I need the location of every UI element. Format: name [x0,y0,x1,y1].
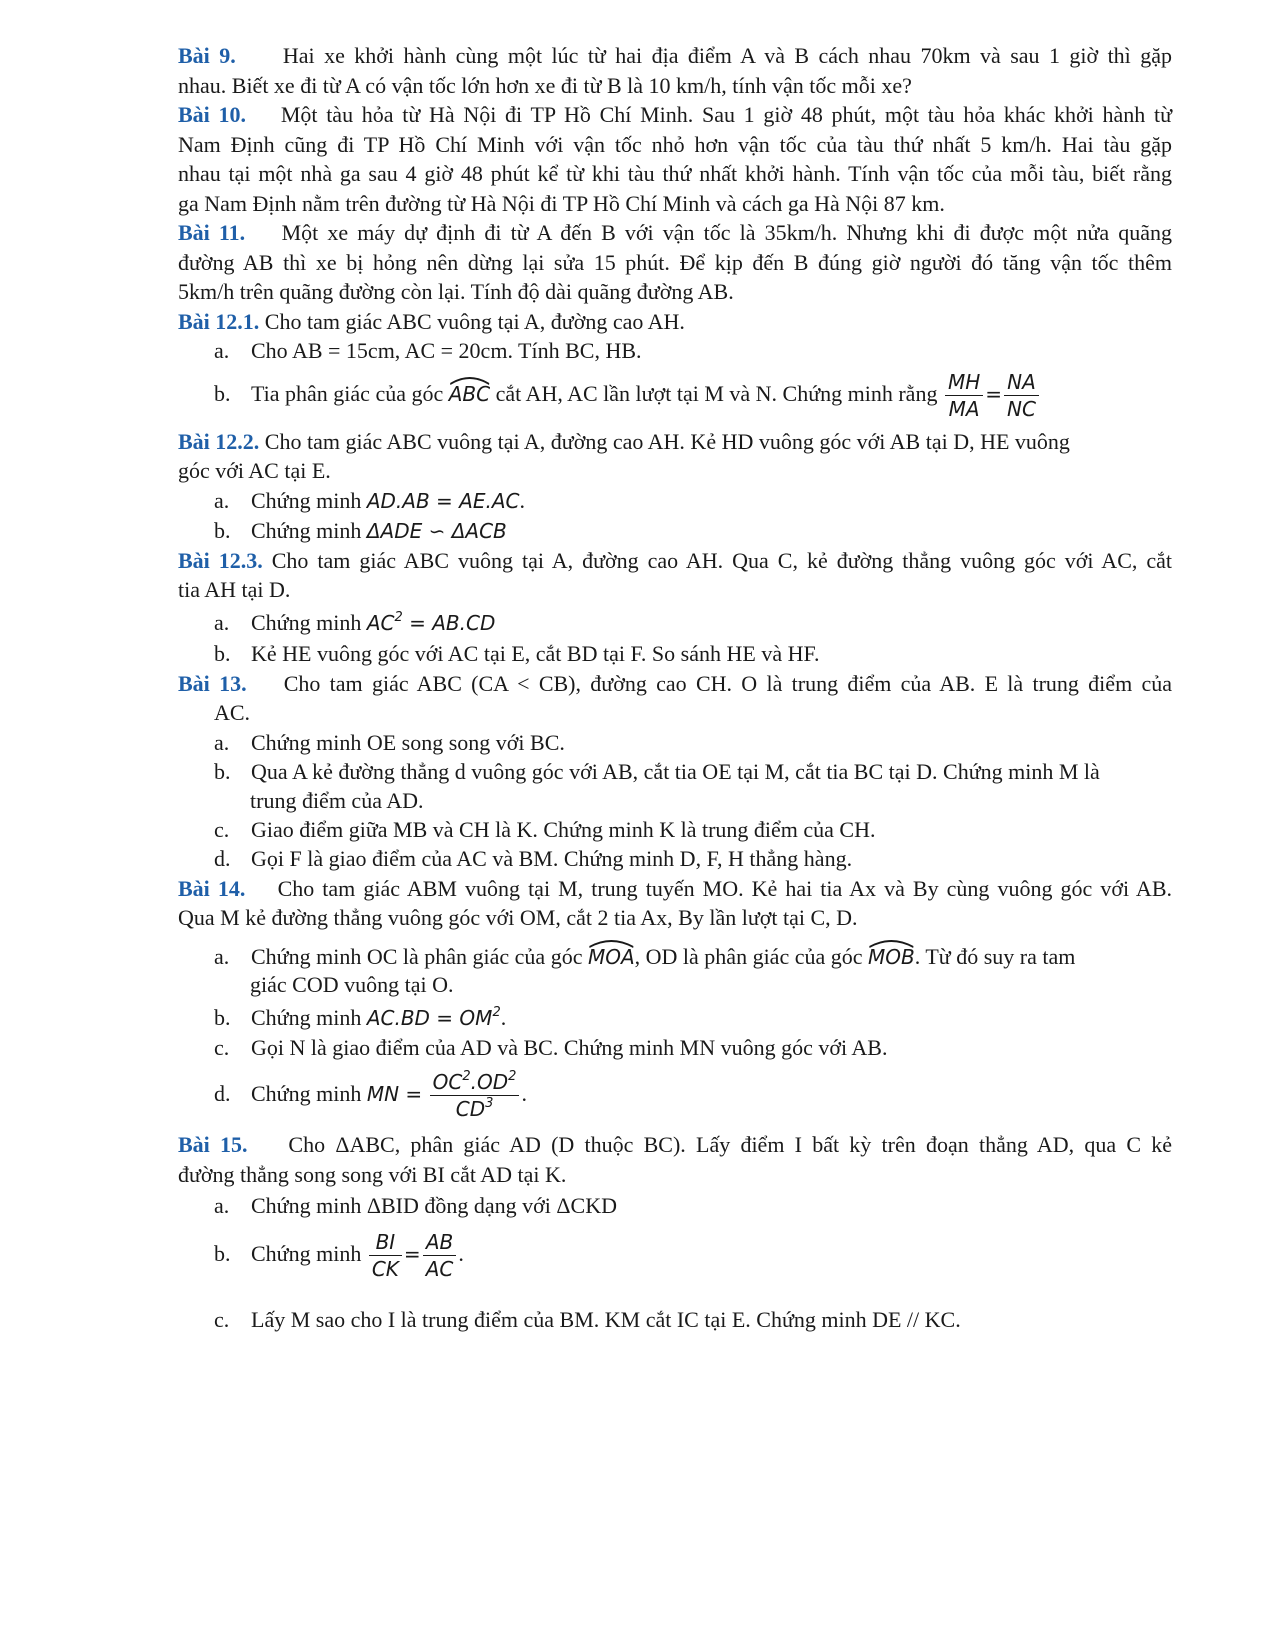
problem-12-3-part-a: a. Chứng minh $AC^2 = AB.CD$ [214,610,496,635]
problem-12-2-part-b: b. Chứng minh ΔADE ∽ ΔACB [214,518,507,543]
problem-12-3-line-2: tia AH tại D. [178,577,291,602]
problem-15-part-a: a. Chứng minh ΔBID đồng dạng với ΔCKD [214,1193,617,1218]
problem-number: Bài 14. [178,876,246,901]
problem-11-line-2: đường AB thì xe bị hỏng nên dừng lại sửa 15 phút. Để kịp đến B đúng giờ người đó tăng vận tốc thêm [178,250,1172,275]
fraction-ab-ac: $\frac{AB}{AC}$ [423,1229,457,1282]
fraction-na-nc: $\frac{NA}{NC}$ [1004,369,1039,422]
problem-number: Bài 9. [178,43,236,68]
problem-12-1-part-b: b. Tia phân giác của góc ABC cắt AH, AC lần lượt tại M và N. Chứng minh rằng $\frac{MH}{MA}$ = $\frac{NA}{NC}$ [214,368,1172,424]
problem-number: Bài 12.2. [178,429,260,454]
fraction-mh-ma: $\frac{MH}{MA}$ [945,369,983,422]
problem-11-line-3: 5km/h trên quãng đường còn lại. Tính độ dài quãng đường AB. [178,279,734,304]
problem-13-part-b-line-2: trung điểm của AD. [250,788,424,813]
problem-9-line-1: Bài 9. Hai xe khởi hành cùng một lúc từ hai địa điểm A và B cách nhau 70km và sau 1 giờ thì gặp [178,43,1172,68]
problem-12-2-line-1: Bài 12.2. Cho tam giác ABC vuông tại A, đường cao AH. Kẻ HD vuông góc với AB tại D, HE vuông [178,429,1070,454]
problem-14-part-d: d. Chứng minh MN = $\frac{OC^2.OD^2}{CD^3}$ . [214,1069,527,1122]
angle-mob: MOB [868,940,915,968]
problem-10-line-1: Bài 10. Một tàu hỏa từ Hà Nội đi TP Hồ Chí Minh. Sau 1 giờ 48 phút, một tàu hỏa khác khởi hành từ [178,102,1172,127]
problem-14-line-2: Qua M kẻ đường thẳng vuông góc với OM, cắt 2 tia Ax, By lần lượt tại C, D. [178,905,858,930]
problem-14-part-a: a. Chứng minh OC là phân giác của góc MOA, OD là phân giác của góc MOB. Từ đó suy ra tam [214,940,1172,972]
problem-12-1-stem: Bài 12.1. Cho tam giác ABC vuông tại A, đường cao AH. [178,309,685,334]
problem-number: Bài 12.1. [178,309,260,334]
problem-10-line-4: ga Nam Định nằm trên đường từ Hà Nội đi TP Hồ Chí Minh và cách ga Hà Nội 87 km. [178,191,945,216]
problem-14-part-b: b. Chứng minh $AC.BD = OM^2$. [214,1005,507,1030]
problem-12-1-part-a: a. Cho AB = 15cm, AC = 20cm. Tính BC, HB. [214,338,642,363]
problem-15-part-b: b. Chứng minh $\frac{BI}{CK}$ = $\frac{AB}{AC}$ . [214,1230,464,1282]
problem-14-line-1: Bài 14. Cho tam giác ABM vuông tại M, trung tuyến MO. Kẻ hai tia Ax và By cùng vuông góc với AB. [178,876,1172,901]
problem-15-part-c: c. Lấy M sao cho I là trung điểm của BM. KM cắt IC tại E. Chứng minh DE // KC. [214,1307,961,1332]
problem-13-part-a: a. Chứng minh OE song song với BC. [214,730,565,755]
problem-14-part-c: c. Gọi N là giao điểm của AD và BC. Chứng minh MN vuông góc với AB. [214,1035,888,1060]
angle-moa: MOA [588,940,635,968]
problem-12-2-part-a: a. Chứng minh AD.AB = AE.AC. [214,488,525,513]
problem-number: Bài 12.3. [178,548,263,573]
problem-9-line-2: nhau. Biết xe đi từ A có vận tốc lớn hơn xe đi từ B là 10 km/h, tính vận tốc mỗi xe? [178,73,912,98]
problem-number: Bài 11. [178,220,246,245]
angle-abc: ABC [449,377,490,405]
problem-10-line-2: Nam Định cũng đi TP Hồ Chí Minh với vận tốc nhỏ hơn vận tốc của tàu thứ nhất 5 km/h. Hai tàu gặp [178,132,1172,157]
problem-15-line-1: Bài 15. Cho ΔABC, phân giác AD (D thuộc BC). Lấy điểm I bất kỳ trên đoạn thẳng AD, qua C kẻ [178,1132,1172,1157]
fraction-bi-ck: $\frac{BI}{CK}$ [369,1229,402,1282]
problem-13-part-d: d. Gọi F là giao điểm của AC và BM. Chứng minh D, F, H thẳng hàng. [214,846,853,871]
problem-13-part-b: b. Qua A kẻ đường thẳng d vuông góc với AB, cắt tia OE tại M, cắt tia BC tại D. Chứng minh M là [214,759,1100,784]
problem-12-3-part-b: b. Kẻ HE vuông góc với AC tại E, cắt BD tại F. So sánh HE và HF. [214,641,820,666]
problem-14-part-a-line-2: giác COD vuông tại O. [250,972,454,997]
problem-13-part-c: c. Giao điểm giữa MB và CH là K. Chứng minh K là trung điểm của CH. [214,817,876,842]
problem-number: Bài 15. [178,1132,248,1157]
problem-10-line-3: nhau tại một nhà ga sau 4 giờ 48 phút kể từ khi tàu thứ nhất khởi hành. Tính vận tốc của mỗi tàu, biết rằng [178,161,1172,186]
problem-13-line-1: Bài 13. Cho tam giác ABC (CA < CB), đường cao CH. O là trung điểm của AB. E là trung điểm của [178,671,1172,696]
problem-13-line-2: AC. [214,700,251,725]
problem-number: Bài 13. [178,671,247,696]
problem-12-2-line-2: góc với AC tại E. [178,458,331,483]
problem-11-line-1: Bài 11. Một xe máy dự định đi từ A đến B với vận tốc là 35km/h. Nhưng khi đi được một nửa quãng [178,220,1172,245]
problem-12-3-line-1: Bài 12.3. Cho tam giác ABC vuông tại A, đường cao AH. Qua C, kẻ đường thẳng vuông góc với AC, cắt [178,548,1172,573]
problem-number: Bài 10. [178,102,246,127]
fraction-oc2od2-cd3: $\frac{OC^2.OD^2}{CD^3}$ [430,1069,520,1122]
problem-15-line-2: đường thẳng song song với BI cắt AD tại K. [178,1162,567,1187]
